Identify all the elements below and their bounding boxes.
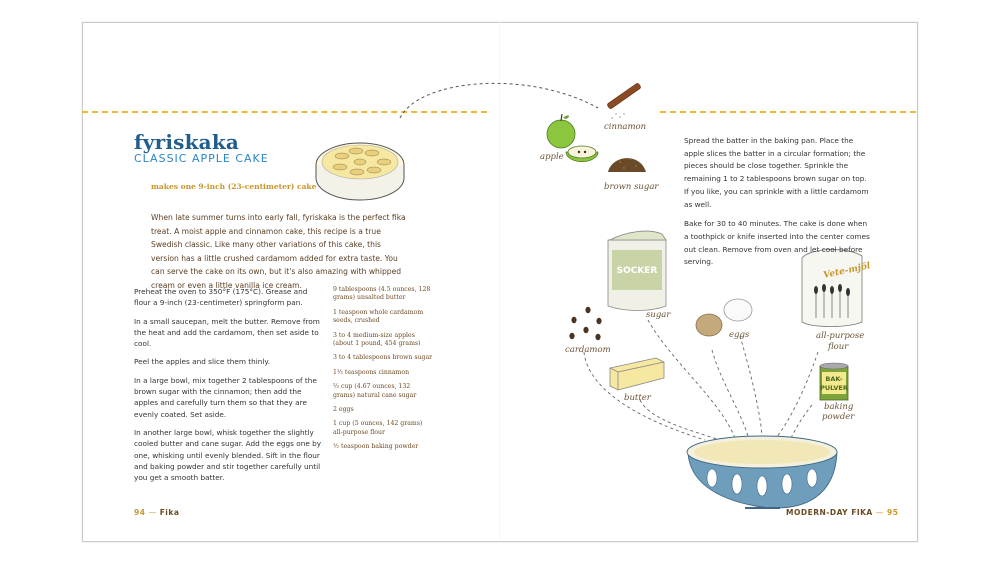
footer-right [786,508,898,517]
footer-book-title: Fika [159,508,180,517]
label-apple: apple [540,152,564,162]
label-sugar: sugar [646,310,671,320]
method-step: In a large bowl, mix together 2 tablespoons of the brown sugar with the cinnamon; then add the apples and carefully turn them so that they are evenly coated. Set aside. [134,375,317,419]
label-butter: butter [624,393,651,403]
socker-label: SOCKER [616,266,658,276]
label-baking-powder-1: baking [824,402,854,412]
method-step: Spread the batter in the baking pan. Place the apple slices the batter in a circular formation; the pieces should be close together. Sprinkle the remaining 1 to 2 tablespoons brown sugar on top. If you like, you can sprinkle with a little cardamom as well. [684,136,869,209]
brown-sugar-icon [608,158,646,172]
method-steps-continued [684,135,872,276]
cinnamon-icon [607,83,642,110]
ingredient-list [333,286,433,458]
label-flour-1: all-purpose [816,331,865,341]
footer-separator: — [875,508,884,517]
label-cardamom: cardamom [565,345,611,355]
baking-powder-icon [820,363,848,400]
method-step: In another large bowl, whisk together the slightly cooled butter and cane sugar. Add the eggs one by one, whisking until evenly blended. Sift in the flour and baking powder and stir together carefully until you get a smooth batter. [134,427,322,483]
method-step: In a small saucepan, melt the butter. Remove from the heat and add the cardamom, then set aside to cool. [134,316,320,349]
label-flour-2: flour [828,342,849,352]
bakpulver-label-1: BAK- [825,375,843,383]
mixing-bowl-icon [687,436,837,508]
page-number-right: 95 [887,508,899,517]
label-cinnamon: cinnamon [604,122,647,132]
recipe-yield: makes one 9-inch (23-centimeter) cake [151,182,317,191]
dashed-connector [400,83,598,118]
label-brown-sugar: brown sugar [604,182,659,192]
ingredient-item: 3 to 4 tablespoons brown sugar [333,354,433,362]
ingredient-item: 1 cup (5 ounces, 142 grams) all-purpose flour [333,420,423,436]
ingredient-item: 9 tablespoons (4.5 ounces, 128 grams) unsalted butter [333,286,431,302]
method-step: Preheat the oven to 350°F (175°C). Grease and flour a 9-inch (23-centimeter) springform pan. [134,287,308,308]
label-eggs: eggs [729,330,750,340]
footer-section-title: MODERN-DAY FIKA [786,508,873,517]
vetemjol-label: Vete-mjöl [822,261,872,281]
cardamom-icon [569,307,601,340]
label-baking-powder-2: powder [822,412,855,422]
recipe-subtitle: CLASSIC APPLE CAKE [134,152,269,165]
recipe-title: fyriskaka [134,130,240,154]
ingredient-item: ⅔ cup (4.67 ounces, 132 grams) natural cane sugar [333,383,417,399]
page-number-left: 94 [134,508,146,517]
ingredient-item: 3 to 4 medium-size apples (about 1 pound, 454 grams) [333,331,421,348]
ingredient-item: 1½ teaspoons cinnamon [333,368,410,376]
butter-icon [610,358,664,390]
ingredient-item: ½ teaspoon baking powder [333,443,419,451]
method-steps [134,286,324,490]
method-step: Peel the apples and slice them thinly. [134,357,271,367]
footer-separator: — [148,508,157,517]
footer-left [134,508,179,517]
recipe-intro: When late summer turns into early fall, fyriskaka is the perfect fika treat. A moist apple and cinnamon cake, this recipe is a true Swedish classic. Like many other variations of this cake, this version has a little crushed cardamom added for extra taste. You can serve the cake on its own, but it's also amazing with whipped cream or even a little vanilla ice cream. [151,213,406,290]
apple-cake-icon [316,143,404,200]
sugar-bag-icon [608,231,666,310]
ingredient-item: 2 eggs [333,406,354,414]
ingredient-item: 1 teaspoon whole cardamom seeds, crushed [333,308,424,325]
method-step: Bake for 30 to 40 minutes. The cake is done when a toothpick or knife inserted into the center comes out clean. Remove from oven and let cool before serving. [684,219,870,267]
bakpulver-label-2: PULVER [820,384,848,392]
